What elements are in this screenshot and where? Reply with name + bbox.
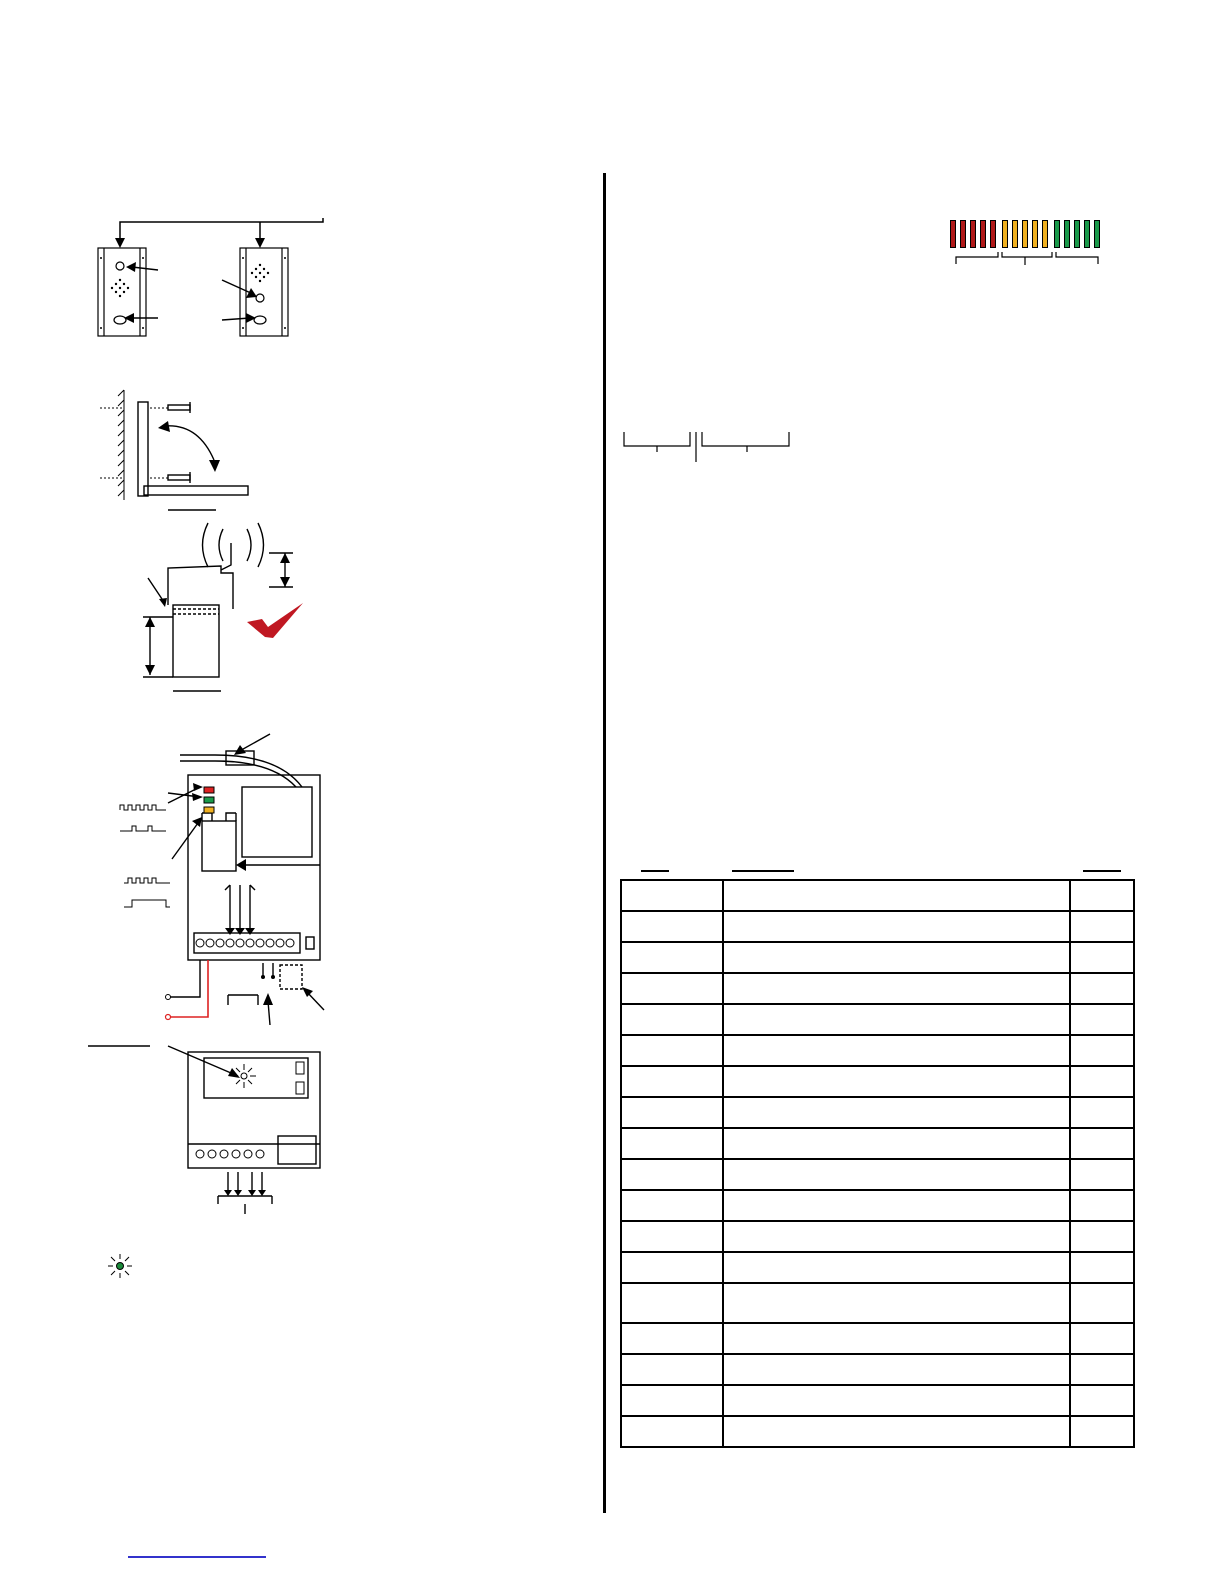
led-segment [990,220,996,248]
table-header-underline [732,870,794,872]
table-row [621,1354,1134,1385]
table-row [621,1004,1134,1035]
led-bar-brackets [948,252,1108,268]
led-segment [950,220,956,248]
led-bar-graph [948,220,1108,270]
bracket-diagram [622,430,792,466]
led-segment [1084,220,1090,248]
led-segment [960,220,966,248]
table-row [621,973,1134,1004]
column-divider [603,173,606,1513]
table-row [621,1066,1134,1097]
led-segment [1012,220,1018,248]
led-segment [970,220,976,248]
spec-table [620,879,1135,1448]
table-row [621,1385,1134,1416]
wall-mounting-figure [98,388,258,513]
led-segment [1022,220,1028,248]
table-header-underline [641,870,669,872]
led-segment [1002,220,1008,248]
led-segment [1054,220,1060,248]
table-row [621,1159,1134,1190]
table-row [621,1035,1134,1066]
table-row [621,942,1134,973]
table-row [621,1097,1134,1128]
red-check-mark [247,603,303,638]
detector-unit-left [98,248,146,336]
led-segment [1074,220,1080,248]
table-row [621,880,1134,911]
led-segment [1064,220,1070,248]
table-row [621,1190,1134,1221]
detector-front-views-figure [90,210,340,345]
receiver-board-figure [110,725,340,1035]
table-row [621,1221,1134,1252]
table-row [621,1252,1134,1283]
footer-link-underline[interactable] [128,1556,266,1558]
green-indicator-icon [106,1252,134,1280]
lock-antenna-figure [135,515,310,695]
led-segment [980,220,986,248]
status-leds [204,787,214,813]
table-row [621,1416,1134,1447]
led-segment [1042,220,1048,248]
table-row [621,1323,1134,1354]
output-board-figure [88,1040,328,1215]
table-row [621,1128,1134,1159]
table-row [621,911,1134,942]
table-row [621,1283,1134,1323]
table-header-underline [1083,870,1121,872]
led-segment [1032,220,1038,248]
led-segment [1094,220,1100,248]
